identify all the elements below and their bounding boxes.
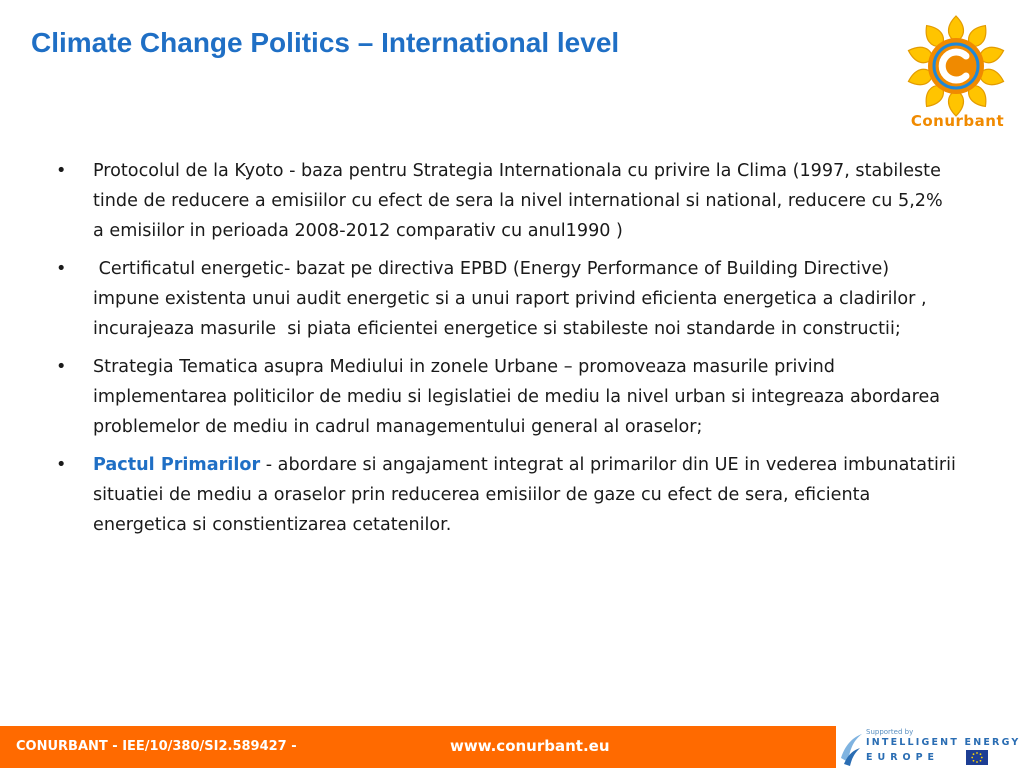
bullet-symbol: •	[56, 259, 67, 279]
bullet-symbol: •	[56, 455, 67, 475]
iee-swoosh-icon	[838, 728, 864, 768]
bullet-text: Strategia Tematica asupra Mediului in zonele Urbane – promoveaza masurile privind implementarea politicilor de mediu si legislatiei de mediu la nivel urban si integreaza abordarea problemelor de mediu in cadrul managementului general al oraselor;	[93, 357, 941, 437]
bullet-item	[56, 156, 956, 246]
iee-logo	[836, 726, 1024, 768]
footer-website-link[interactable]: www.conurbant.eu	[450, 737, 610, 755]
bullet-list	[56, 156, 956, 548]
supported-by-label: Supported by	[866, 728, 914, 736]
bullet-symbol: •	[56, 357, 67, 377]
footer-bar	[0, 726, 836, 768]
pactul-primarilor-highlight: Pactul Primarilor	[93, 455, 261, 475]
bullet-item	[56, 352, 956, 442]
eu-flag-icon	[966, 750, 988, 765]
iee-program-line2: EUROPE	[866, 752, 940, 763]
bullet-text: Certificatul energetic- bazat pe directiva EPBD (Energy Performance of Building Directive) impune existenta unui audit energetic si a unui raport privind eficienta energetica a cladirilor , incurajeaza masurile si piata eficientei energetice si stabileste noi standarde in constructii;	[93, 259, 933, 339]
bullet-text: - abordare si angajament integrat al primarilor din UE in vederea imbunatatirii situatiei de mediu a oraselor prin reducerea emisiilor de gaze cu efect de sera, eficienta energetica si constientizarea cetatenilor.	[93, 455, 956, 535]
bullet-item	[56, 254, 956, 344]
logo-wordmark: Conurbant	[910, 112, 1005, 130]
slide-title: Climate Change Politics – International level	[31, 27, 620, 58]
bullet-symbol: •	[56, 161, 67, 181]
bullet-item	[56, 450, 956, 540]
iee-program-line1: INTELLIGENT ENERGY	[866, 737, 1021, 748]
footer-project-id: CONURBANT - IEE/10/380/SI2.589427 -	[16, 739, 297, 754]
bullet-text: Protocolul de la Kyoto - baza pentru Strategia Internationala cu privire la Clima (1997, stabileste tinde de reducere a emisiilor cu efect de sera la nivel international si national, reducere cu 5,2% a emisiilor in perioada 2008-2012 comparativ cu anul1990 )	[93, 161, 943, 241]
